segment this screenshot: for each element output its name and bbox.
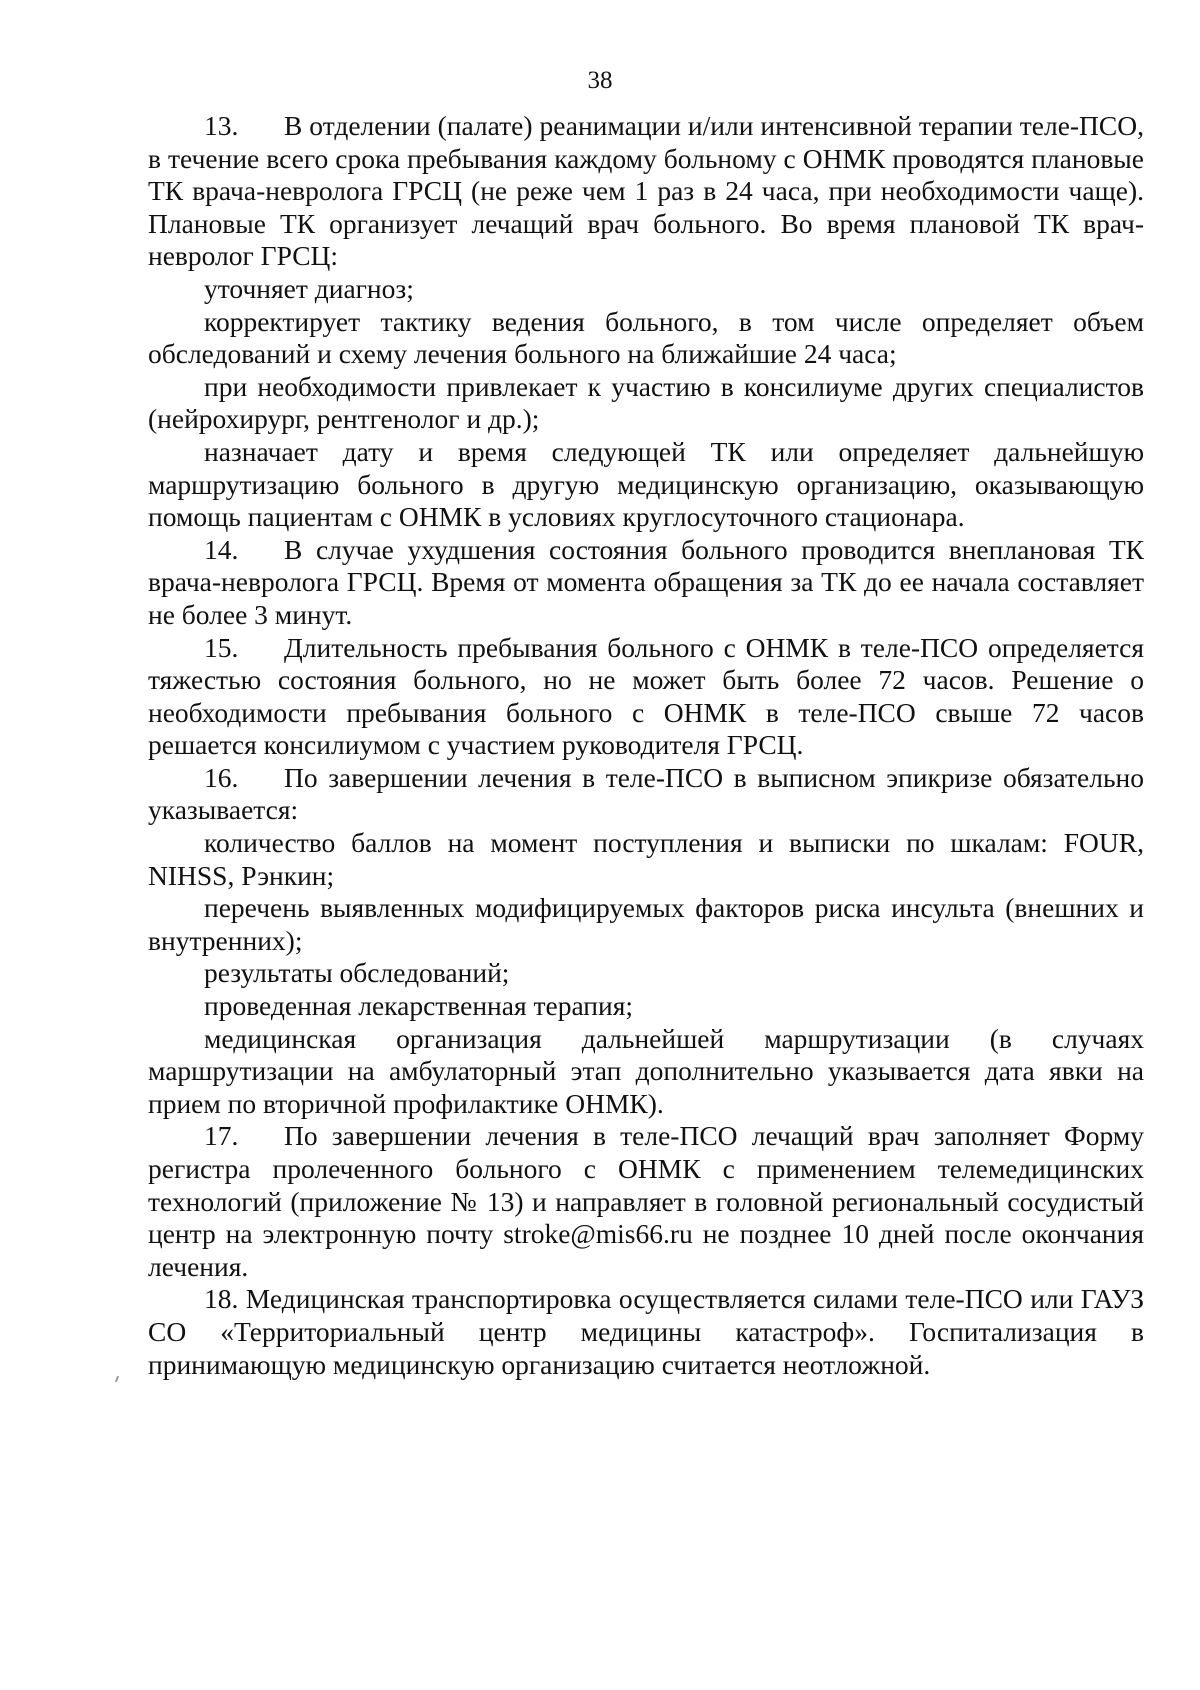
paragraph-text: В случае ухудшения состояния больного проводится внеплановая ТК врача-невролога ГРСЦ. Время от момента обращения за ТК до ее начала составляет не более 3 минут. <box>148 533 1144 630</box>
paragraph-13 <box>148 110 1144 273</box>
document-body <box>148 110 1144 1381</box>
paragraph-number: 13. <box>204 110 239 141</box>
paragraph-text: Медицинская транспортировка осуществляется силами теле-ПСО или ГАУЗ СО «Территориальный центр медицины катастроф». Госпитализация в принимающую медицинскую организацию считается неотложной. <box>148 1283 1144 1380</box>
paragraph-number: 16. <box>204 761 239 793</box>
list-item: назначает дату и время следующей ТК или определяет дальнейшую маршрутизацию больного в другую медицинскую организацию, оказывающую помощь пациентам с ОНМК в условиях круглосуточного стационара. <box>148 435 1144 533</box>
paragraph-number: 15. <box>204 631 239 663</box>
list-item: проведенная лекарственная терапия; <box>204 990 634 1022</box>
list-item: количество баллов на момент поступления и выписки по шкалам: FOUR, NIHSS, Рэнкин; <box>148 827 1144 891</box>
paragraph-text: Длительность пребывания больного с ОНМК в теле-ПСО определяется тяжестью состояния больного, но не может быть более 72 часов. Решение о необходимости пребывания больного с ОНМК в теле-ПСО свыше 72 часов решается консилиумом с участием руководителя ГРСЦ. <box>148 631 1144 761</box>
paragraph-text: По завершении лечения в теле-ПСО лечащий врач заполняет Форму регистра пролеченного больного с ОНМК с применением телемедицинских технологий (приложение № 13) и направляет в головной региональный сосудистый центр на электронную почту stroke@mis66.ru не позднее 10 дней после окончания лечения. <box>148 1120 1144 1282</box>
paragraph-16 <box>148 762 1144 827</box>
list-item: медицинская организация дальнейшей маршрутизации (в случаях маршрутизации на амбулаторный этап дополнительно указывается дата явки на прием по вторичной профилактике ОНМК). <box>148 1022 1144 1119</box>
paragraph-14 <box>148 534 1144 632</box>
paragraph-number: 14. <box>204 533 239 565</box>
paragraph-15 <box>148 632 1144 762</box>
list-item: уточняет диагноз; <box>204 272 414 304</box>
paragraph-17 <box>148 1120 1144 1283</box>
list-item: корректирует тактику ведения больного, в том числе определяет объем обследований и схему лечения больного на ближайшие 24 часа; <box>148 305 1144 370</box>
paragraph-number: 18. <box>204 1283 239 1315</box>
list-item: перечень выявленных модифицируемых факторов риска инсульта (внешних и внутренних); <box>148 892 1144 956</box>
paragraph-text: В отделении (палате) реанимации и/или интенсивной терапии теле-ПСО, в течение всего срока пребывания каждому больному с ОНМК проводятся плановые ТК врача-невролога ГРСЦ (не реже чем 1 раз в 24 часа, при необходимости чаще). Плановые ТК организует лечащий врач больного. Во время плановой ТК врач-невролог ГРСЦ: <box>148 110 1144 272</box>
list-item: при необходимости привлекает к участию в консилиуме других специалистов (нейрохирург, рентгенолог и др.); <box>148 370 1144 435</box>
scan-speck <box>115 1376 119 1382</box>
paragraph-number: 17. <box>204 1120 239 1152</box>
paragraph-18 <box>148 1283 1144 1381</box>
page-number: 38 <box>587 67 613 94</box>
paragraph-text: По завершении лечения в теле-ПСО в выписном эпикризе обязательно указывается: <box>148 761 1144 826</box>
list-item: результаты обследований; <box>204 957 510 989</box>
